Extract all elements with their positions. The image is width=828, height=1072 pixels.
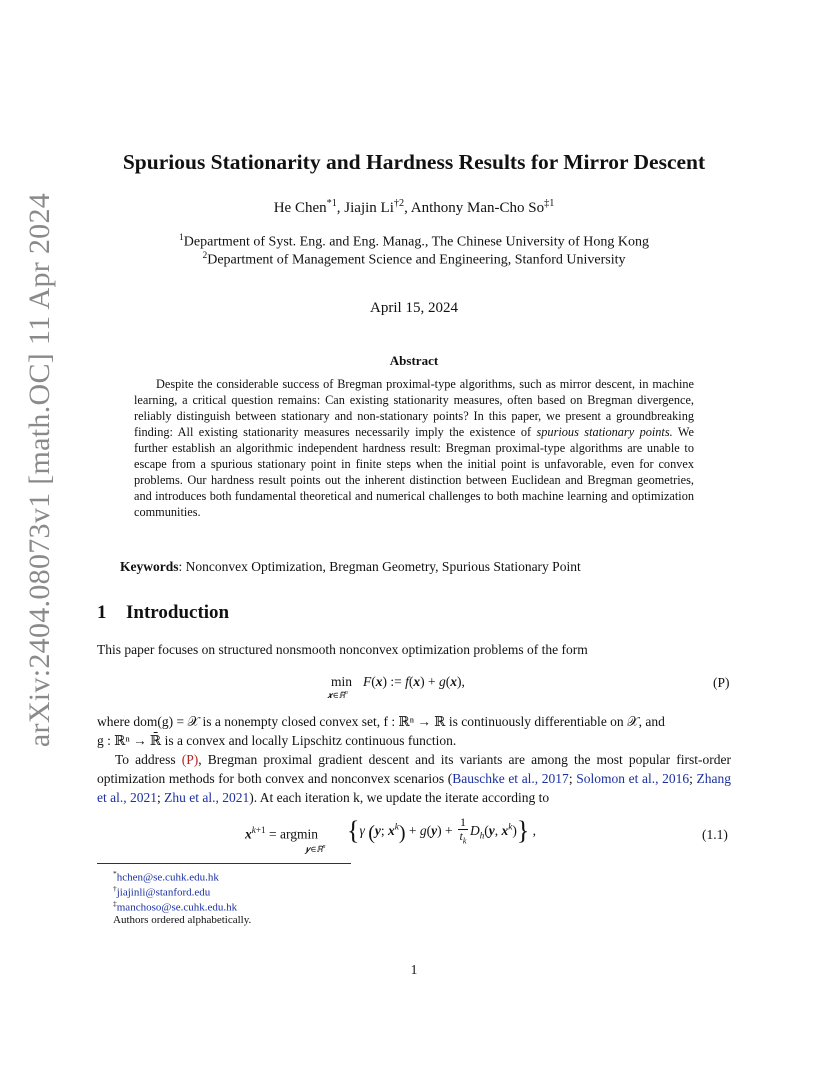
- body-text: g : ℝⁿ → ℝ̄ is a convex and locally Lipschitz continuous function.: [97, 733, 457, 748]
- footnote-mark: ‡: [113, 899, 117, 908]
- citation-link[interactable]: Zhu et al., 2021: [164, 790, 250, 805]
- footnote-text: Authors ordered alphabetically.: [113, 914, 252, 926]
- footnote: [113, 899, 237, 914]
- body-text: , Bregman proximal gradient descent and its variants are among the most popular first-order optimization methods for both convex and nonconvex scenarios (: [97, 752, 731, 786]
- author-mark: †2: [393, 198, 405, 209]
- affiliation: [0, 233, 828, 251]
- citation-separator: ;: [568, 771, 577, 786]
- author-name: He Chen: [273, 200, 327, 216]
- email-link[interactable]: hchen@se.cuhk.edu.hk: [116, 871, 219, 884]
- email-link[interactable]: manchoso@se.cuhk.edu.hk: [116, 901, 238, 914]
- author-mark: ‡1: [544, 198, 555, 209]
- footnote-divider: [97, 863, 351, 864]
- abstract-text: We further establish an algorithmic independent hardness result: Bregman proximal-type algorithms are unable to escape from a spurious stationary point in finite steps when the initial point is unfavorable, even for convex problems. Our hardness result points out the inherent distinction between Euclidean and Bregman geometries, and introduces both fundamental theoretical and numerical challenges to both machine learning and optimization communities.: [134, 425, 695, 519]
- body-text: where dom(g) = 𝒳 is a nonempty closed convex set, f : ℝⁿ → ℝ is continuously differentiable on 𝒳, and: [97, 714, 665, 729]
- body-paragraph: [97, 750, 731, 807]
- equation-label: (P): [713, 675, 730, 690]
- body-text: To address: [115, 752, 182, 767]
- keywords: [120, 559, 581, 575]
- body-paragraph: This paper focuses on structured nonsmooth nonconvex optimization problems of the form: [97, 642, 588, 657]
- equation-label: (1.1): [702, 827, 728, 842]
- affiliation-mark: 2: [202, 251, 208, 261]
- citation-link[interactable]: Bauschke et al., 2017: [452, 771, 569, 786]
- affiliation: [0, 251, 828, 269]
- footnote: [113, 869, 219, 884]
- footnote-mark: †: [113, 884, 117, 893]
- affiliation-text: Department of Management Science and Engineering, Stanford University: [207, 252, 626, 268]
- citation-link[interactable]: Solomon et al., 2016: [576, 771, 690, 786]
- citation-separator: ;: [689, 771, 697, 786]
- page-number: 1: [410, 962, 418, 977]
- abstract-text: Despite the considerable success of Bregman proximal-type algorithms, such as mirror descent, in machine learning, a critical question remains: Can existing stationarity measures, often based on Bregman divergence, reliably distinguish between stationary and non-stationary points? In this paper, we present a groundbreaking finding: All existing stationarity measures necessarily imply the existence of: [134, 377, 694, 439]
- keywords-text: : Nonconvex Optimization, Bregman Geometry, Spurious Stationary Point: [178, 559, 581, 574]
- footnote-mark: *: [113, 869, 117, 878]
- arxiv-sidebar: [10, 192, 70, 748]
- author-name: Anthony Man-Cho So: [410, 200, 545, 216]
- abstract-heading: Abstract: [389, 353, 439, 368]
- equation-reference-link[interactable]: (P): [181, 752, 199, 767]
- author-mark: *1: [326, 198, 337, 209]
- affiliation-mark: 1: [179, 233, 184, 243]
- paper-date: April 15, 2024: [370, 300, 458, 316]
- footnote: [113, 884, 210, 899]
- section-heading: [97, 602, 229, 624]
- footnote: [113, 914, 251, 926]
- arxiv-identifier: arXiv:2404.08073v1 [math.OC] 11 Apr 2024: [23, 192, 56, 748]
- section-title: Introduction: [126, 602, 230, 623]
- email-link[interactable]: jiajinli@stanford.edu: [116, 886, 211, 899]
- citation-separator: ;: [157, 790, 165, 805]
- abstract-emphasis: spurious stationary points.: [536, 425, 673, 439]
- body-paragraph: [97, 712, 731, 750]
- section-number: 1: [97, 602, 107, 623]
- abstract-body: [134, 376, 694, 520]
- author-list: He Chen$^{*1}$, Jiajin Li$^{\dagger 2}$, Anthony Man-Cho So$^{\ddagger 1}$: [273, 198, 555, 216]
- body-text: ). At each iteration k, we update the iterate according to: [249, 790, 550, 805]
- paper-title: Spurious Stationarity and Hardness Results for Mirror Descent: [122, 150, 706, 174]
- equation-1-1: $x^{k+1} = argmin$ 𝒚∈ℝ$^n$ {γ (y; $x^k) + g(y)$ + $\frac{1}{t_k}$ $D_h(y$, $x^k$)} ,: [245, 815, 537, 854]
- author-name: Jiajin Li: [344, 200, 394, 216]
- keywords-label: Keywords: [120, 559, 179, 574]
- equation-p: min 𝒙∈ℝ$^n$ F(x) := f(x) + g(x),: [327, 674, 465, 700]
- affiliation-text: Department of Syst. Eng. and Eng. Manag., The Chinese University of Hong Kong: [183, 234, 649, 250]
- citation-link[interactable]: Zhang et al., 2021: [97, 771, 731, 805]
